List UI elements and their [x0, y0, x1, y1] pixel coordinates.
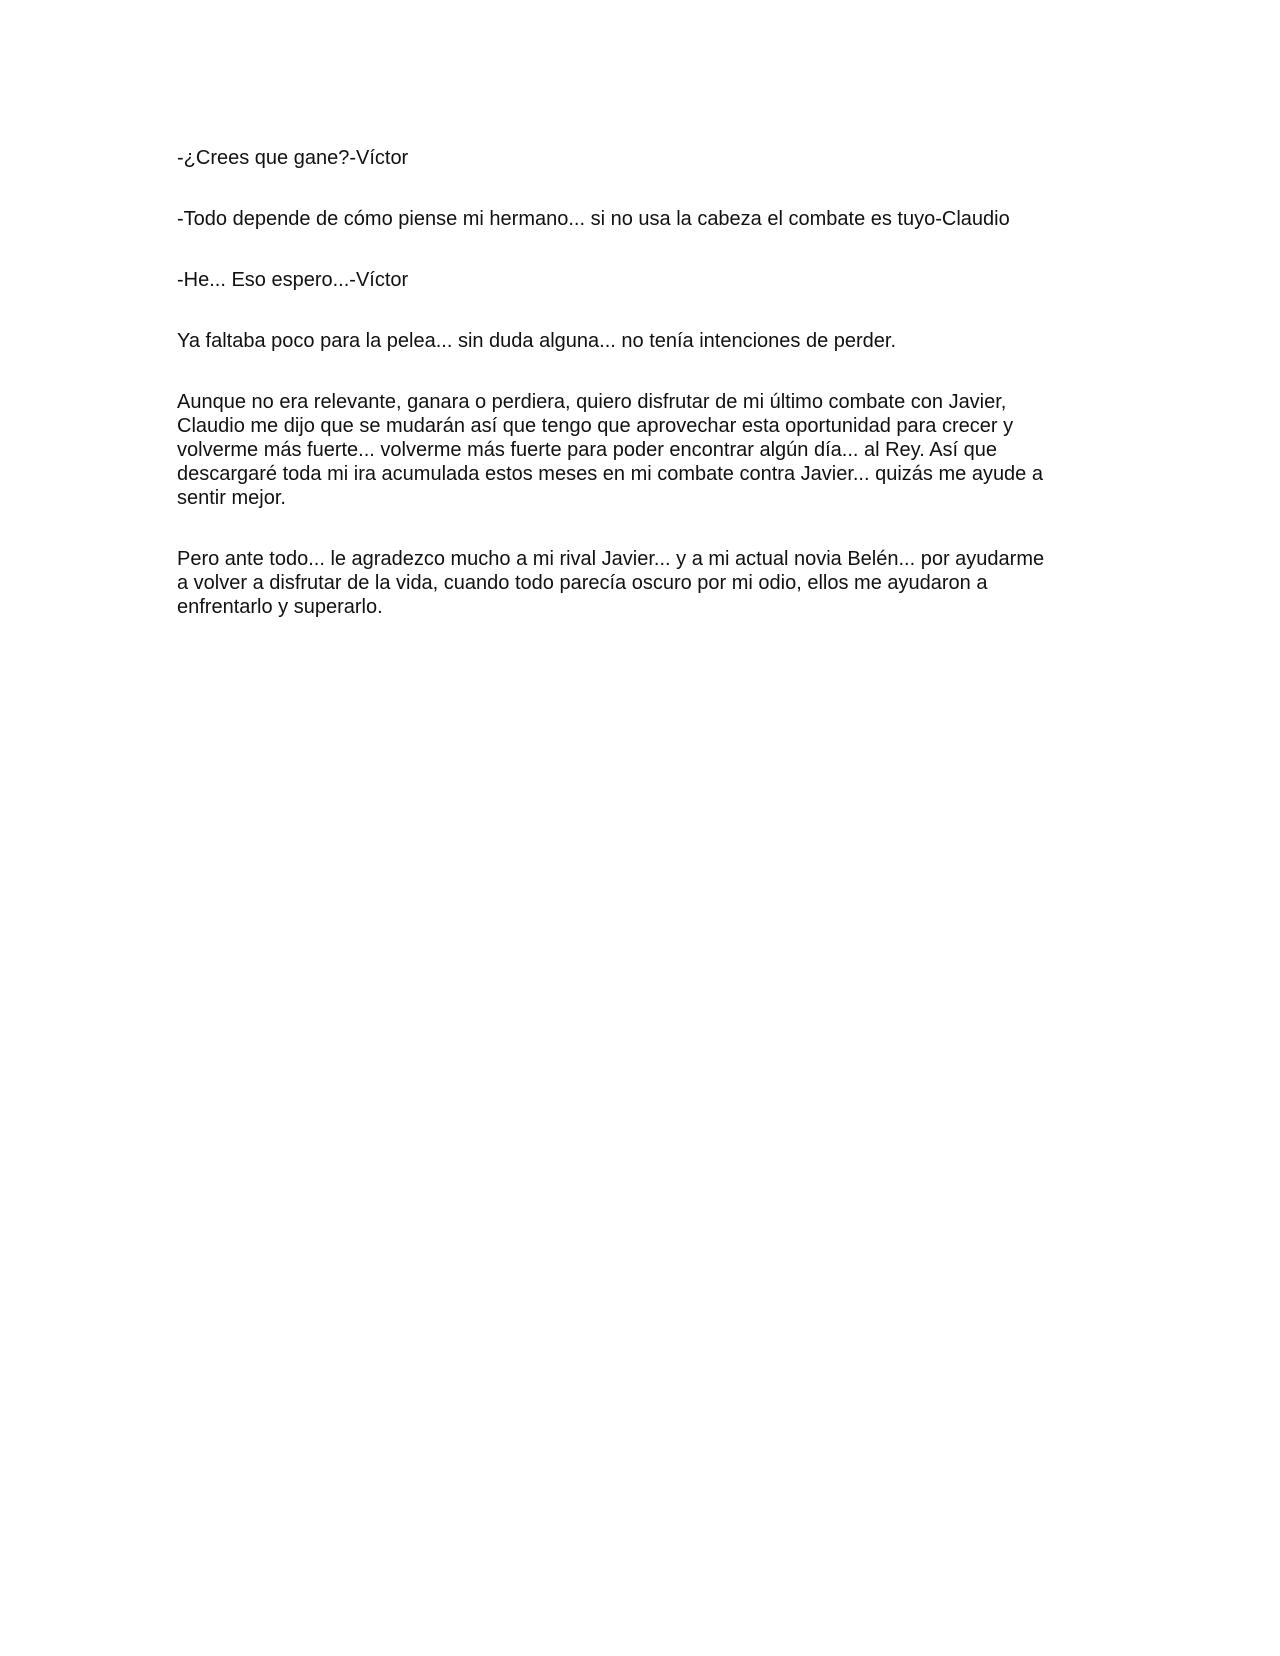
dialogue-line-victor-question: -¿Crees que gane?-Víctor	[177, 147, 409, 169]
dialogue-line-victor-answer: -He... Eso espero...-Víctor	[177, 269, 409, 291]
narration-paragraph-gratitude: Pero ante todo... le agradezco mucho a mi rival Javier... y a mi actual novia Belén... por ayudarme a volver a disfrutar de la vida, cuando todo parecía oscuro por mi odio, ellos me ayudaron a enfrentarlo y superarlo.	[177, 548, 1045, 618]
document-text-body	[177, 146, 1097, 656]
dialogue-line-claudio-reply: -Todo depende de cómo piense mi hermano... si no usa la cabeza el combate es tuyo-Claudio	[177, 208, 1010, 230]
narration-paragraph-last-combat: Aunque no era relevante, ganara o perdiera, quiero disfrutar de mi último combate con Javier, Claudio me dijo que se mudarán así que tengo que aprovechar esta oportunidad para crecer y volverme más fuerte... volverme más fuerte para poder encontrar algún día... al Rey. Así que descargaré toda mi ira acumulada estos meses en mi combate contra Javier... quizás me ayude a sentir mejor.	[177, 391, 1043, 509]
narration-paragraph-fight: Ya faltaba poco para la pelea... sin duda alguna... no tenía intenciones de perder.	[177, 330, 897, 352]
